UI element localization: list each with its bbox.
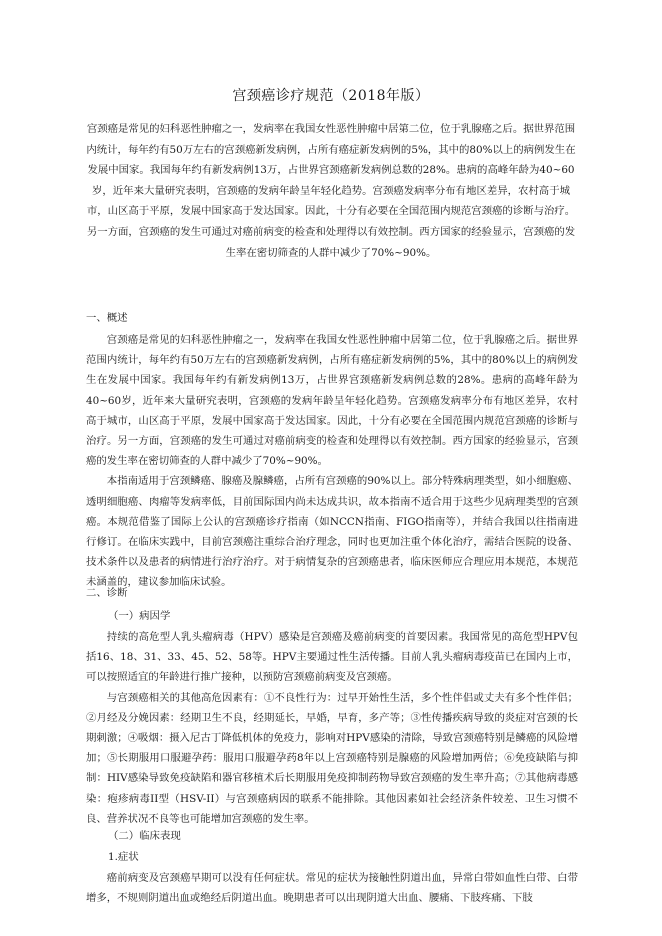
symptoms-body (86, 868, 578, 908)
abstract-block (86, 119, 576, 263)
overview-paragraph-2: 本指南适用于宫颈鳞癌、腺癌及腺鳞癌，占所有宫颈癌的90%以上。部分特殊病理类型，如小细胞癌、透明细胞癌、肉瘤等发病率低，目前国际国内尚未达成共识，故本指南不适合用于这些少见病理类型的宫颈癌。本规范借鉴了国际上公认的宫颈癌诊疗指南（如NCCN指南、FIGO指南等），并结合我国以往指南进行修订。在临床实践中，目前宫颈癌注重综合治疗理念，同时也更加注重个体化治疗，需结合医院的设备、技术条件以及患者的病情进行治疗治疗。对于病情复杂的宫颈癌患者，临床医师应合理应用本规范，本规范未涵盖的，建议参加临床试验。 (86, 475, 578, 589)
section-heading-diagnosis: 二、诊断 (86, 587, 128, 599)
overview-paragraph-1: 宫颈癌是常见的妇科恶性肿瘤之一，发病率在我国女性恶性肿瘤中居第二位，位于乳腺癌之后。据世界范围内统计，每年约有50万左右的宫颈癌新发病例，占所有癌症新发病例的5%，其中的80%以上的病例发生在发展中国家。我国每年约有新发病例13万，占世界宫颈癌新发病例总数的28%。患病的高峰年龄为40~60岁，近年来大量研究表明，宫颈癌的发病年龄呈年轻化趋势。宫颈癌发病率分布有地区差异，农村高于城市，山区高于平原，发展中国家高于发达国家。因此，十分有必要在全国范围内规范宫颈癌的诊断与治疗。另一方面，宫颈癌的发生可通过对癌前病变的检查和处理得以有效控制。西方国家的经验显示，宫颈癌的发生率在密切筛查的人群中减少了70%~90%。 (86, 334, 578, 468)
etiology-body (86, 627, 578, 829)
subsection-heading-clinical: （二）临床表现 (108, 830, 181, 842)
abstract-paragraph: 宫颈癌是常见的妇科恶性肿瘤之一，发病率在我国女性恶性肿瘤中居第二位，位于乳腺癌之后。据世界范围内统计，每年约有50万左右的宫颈癌新发病例，占所有癌症新发病例的5%，其中的80%以上的病例发生在发展中国家。我国每年约有新发病例13万，占世界宫颈癌新发病例总数的28%。患病的高峰年龄为40~60岁，近年来大量研究表明，宫颈癌的发病年龄呈年轻化趋势。宫颈癌发病率分布有地区差异，农村高于城市，山区高于平原，发展中国家高于发达国家。因此，十分有必要在全国范围内规范宫颈癌的诊断与治疗。另一方面，宫颈癌的发生可通过对癌前病变的检查和处理得以有效控制。西方国家的经验显示，宫颈癌的发生率在密切筛查的人群中减少了70%~90%。 (86, 123, 576, 259)
subsection-heading-etiology: （一）病因学 (108, 610, 171, 622)
document-title: 宫颈癌诊疗规范（2018年版） (232, 88, 430, 104)
etiology-paragraph-2: 与宫颈癌相关的其他高危因素有：①不良性行为：过早开始性生活，多个性伴侣或丈夫有多个性伴侣；②月经及分娩因素：经期卫生不良，经期延长，早婚，早育，多产等；③性传播疾病导致的炎症对宫颈的长期刺激；④吸烟：摄入尼古丁降低机体的免疫力，影响对HPV感染的清除，导致宫颈癌特别是鳞癌的风险增加；⑤长期服用口服避孕药：服用口服避孕药8年以上宫颈癌特别是腺癌的风险增加两倍；⑥免疫缺陷与抑制：HIV感染导致免疫缺陷和器官移植术后长期服用免疫抑制药物导致宫颈癌的发生率升高；⑦其他病毒感染：疱疹病毒II型（HSV-II）与宫颈癌病因的联系不能排除。其他因素如社会经济条件较差、卫生习惯不良、营养状况不良等也可能增加宫颈癌的发生率。 (86, 691, 578, 825)
symptoms-item-heading: 1.症状 (108, 851, 139, 863)
etiology-paragraph-1: 持续的高危型人乳头瘤病毒（HPV）感染是宫颈癌及癌前病变的首要因素。我国常见的高危型HPV包括16、18、31、33、45、52、58等。HPV主要通过性生活传播。目前人乳头瘤病毒疫苗已在国内上市，可以按照适宜的年龄进行推广接种，以预防宫颈癌前病变及宫颈癌。 (86, 631, 578, 684)
overview-body (86, 330, 578, 593)
section-heading-overview: 一、概述 (86, 312, 128, 324)
symptoms-paragraph: 癌前病变及宫颈癌早期可以没有任何症状。常见的症状为接触性阴道出血，异常白带如血性白带、白带增多，不规则阴道出血或绝经后阴道出血。晚期患者可以出现阴道大出血、腰痛、下肢疼痛、下肢 (86, 872, 578, 905)
